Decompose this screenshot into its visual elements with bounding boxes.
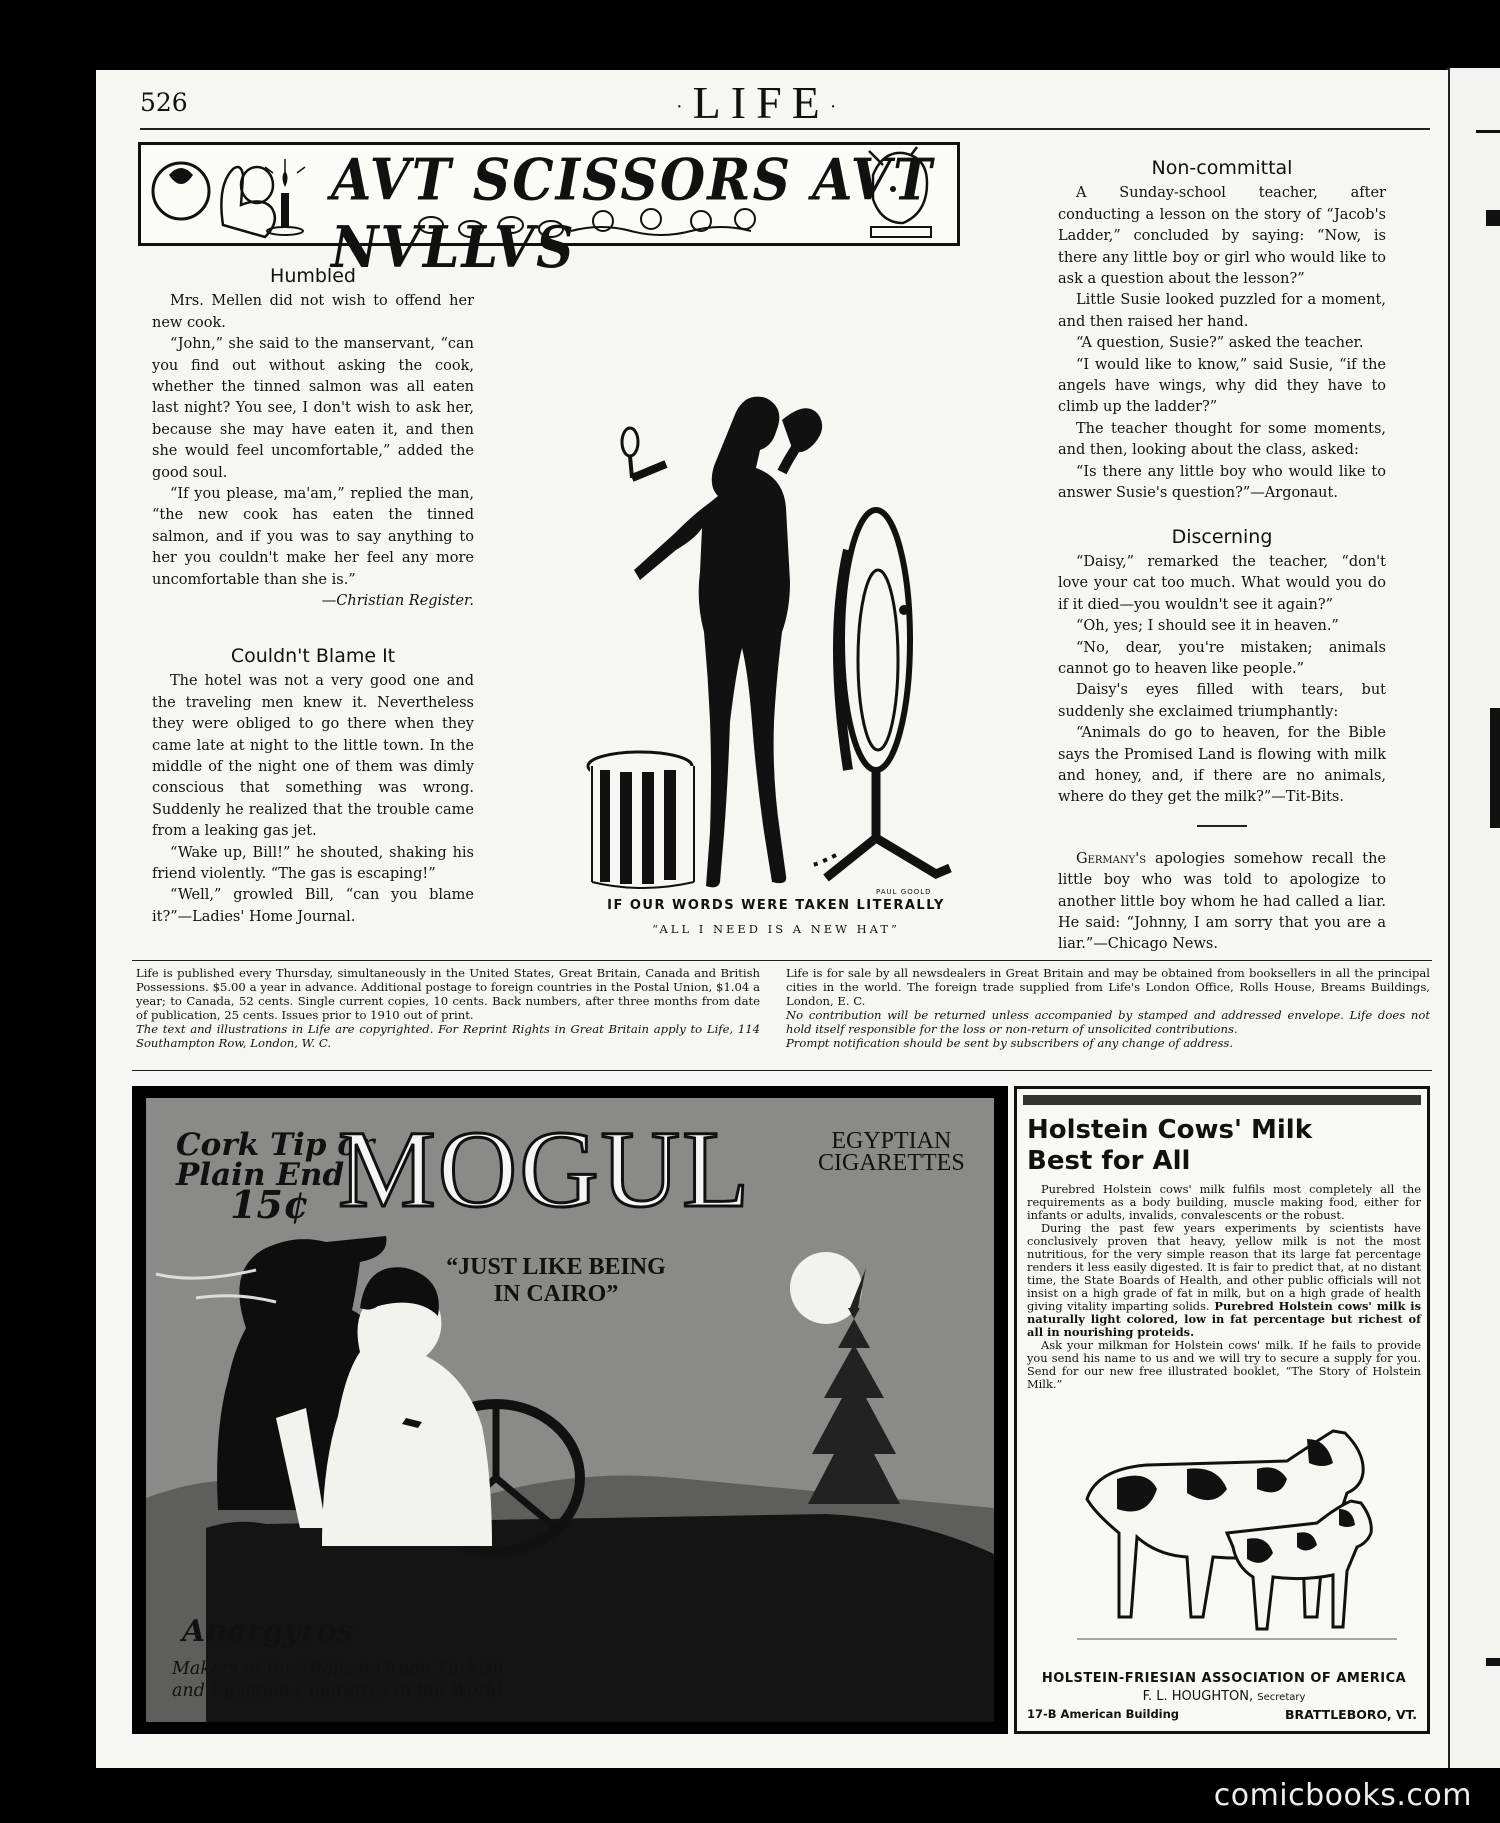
notice-rule-top — [132, 960, 1432, 961]
humbled-article — [152, 256, 474, 613]
figure-subcaption: “ALL I NEED IS A NEW HAT” — [652, 922, 900, 936]
mogul-egyptian-cigarettes: EGYPTIAN CIGARETTES — [818, 1128, 965, 1176]
holstein-ad-body: Purebred Holstein cows' milk fulfils most completely all the requirements as a body building, muscle making food, either for infants or adults, invalids, convalescents or the robust. During the past few years experiments by scientists have conclusively proven that heavy, yellow milk is not the most nutritious, for the very simple reason that its large fat percentage renders it less easily digested. It is fair to predict that, at no distant time, the State Boards of Health, and other public officials will not insist on a high grade of fat in milk, but on a high grade of health giving vitality imparting solids. Purebred Holstein cows' milk is naturally light colored, low in fat percentage but richest of all in nourishing proteids. Ask your milkman for Holstein cows' milk. If he fails to provide you send his name to us and we will try to secure a supply for you. Send for our new free illustrated booklet, “The Story of Holstein Milk.” — [1027, 1182, 1421, 1391]
magazine-page — [96, 70, 1448, 1768]
blame-paragraph: “Well,” growled Bill, “can you blame it?”—Ladies' Home Journal. — [152, 887, 474, 925]
noncommittal-paragraph: A Sunday-school teacher, after conducting a lesson on the story of “Jacob's Ladder,” concluded by saying: “Now, is there any little boy or girl who would like to ask a question about the lesson?” — [1058, 185, 1386, 288]
noncommittal-paragraph: “I would like to know,” said Susie, “if the angels have wings, why did they have to climb up the ladder?” — [1058, 356, 1386, 416]
blame-title: Couldn't Blame It — [230, 645, 396, 667]
discerning-paragraph: “No, dear, you're mistaken; animals cannot go to heaven like people.” — [1058, 639, 1386, 677]
discerning-title: Discerning — [1171, 525, 1273, 548]
mogul-cigarettes-ad — [132, 1086, 1008, 1734]
discerning-paragraph: “Daisy,” remarked the teacher, “don't love your cat too much. What would you do if it died—you wouldn't see it again?” — [1058, 553, 1386, 613]
figure-caption: IF OUR WORDS WERE TAKEN LITERALLY — [607, 898, 945, 913]
adjacent-page-edge — [1446, 68, 1500, 1768]
holstein-address-building: 17-B American Building — [1027, 1707, 1180, 1721]
noncommittal-title: Non-committal — [1151, 157, 1293, 179]
section-divider — [1197, 825, 1247, 827]
noncommittal-paragraph: “A question, Susie?” asked the teacher. — [1076, 335, 1364, 352]
page-number: 526 — [140, 88, 188, 117]
holstein-address-city: BRATTLEBORO, VT. — [1285, 1707, 1417, 1722]
mogul-slogan: “JUST LIKE BEING IN CAIRO” — [446, 1254, 666, 1307]
publication-notice: Life is published every Thursday, simultaneously in the United States, Great Britain, Canada and British Possessions. $5.00 a year in advance. Additional postage to foreign countries in the Postal Union, $1.04 a year; to Canada, 52 cents. Single current copies, 10 cents. Back numbers, after three months from date of publication, 25 cents. Issues prior to 1910 out of print. The text and illustrations in Life are copyrighted. For Reprint Rights in Great Britain apply to Life, 114 Southampton Row, London, W. C. — [136, 966, 760, 1050]
noncommittal-article — [1058, 148, 1386, 956]
humbled-paragraph: Mrs. Mellen did not wish to offend her new cook. — [152, 293, 474, 331]
noncommittal-paragraph: Little Susie looked puzzled for a moment, and then raised her hand. — [1058, 292, 1386, 330]
mogul-cork-tip: Cork Tip or Plain End 15¢ — [176, 1127, 375, 1227]
mogul-brand-name: MOGUL — [338, 1108, 752, 1230]
notice-rule-bottom — [132, 1070, 1432, 1071]
discerning-paragraph: Daisy's eyes filled with tears, but suddenly she exclaimed triumphantly: — [1058, 682, 1386, 720]
discerning-paragraph: “Oh, yes; I should see it in heaven.” — [1076, 618, 1339, 635]
holstein-milk-ad — [1014, 1086, 1430, 1734]
banner-motto: AVT SCISSORS AVT NVLLVS — [331, 146, 934, 282]
noncommittal-paragraph: The teacher thought for some moments, and then, looking about the class, asked: — [1058, 420, 1386, 459]
mogul-maker-signature: Anargyros — [182, 1614, 354, 1649]
holstein-ad-topbar — [1023, 1095, 1421, 1105]
holstein-association: HOLSTEIN-FRIESIAN ASSOCIATION OF AMERICA — [1041, 1671, 1407, 1686]
holstein-ad-title: Holstein Cows' Milk Best for All — [1027, 1115, 1312, 1176]
holstein-cows-illustration — [1077, 1429, 1397, 1649]
sale-notice: Life is for sale by all newsdealers in Great Britain and may be obtained from booksellers in all the principal cities in the world. The foreign trade supplied from Life's London Office, Rolls House, Breams Buildings, London, E. C. No contribution will be returned unless accompanied by stamped and addressed envelope. Life does not hold itself responsible for the loss or non-return of unsolicited contributions. Prompt notification should be sent by subscribers of any change of address. — [786, 966, 1430, 1050]
silhouette-illustration — [586, 360, 966, 930]
blame-article — [152, 636, 474, 928]
mogul-ad-panel — [146, 1098, 994, 1722]
humbled-paragraph: “John,” she said to the manservant, “can you find out without asking the cook, whether the tinned salmon was all eaten last night? You see, I don't wish to ask her, because she may have eaten it, and then she would feel uncomfortable,” added the good soul. — [152, 336, 474, 481]
holstein-secretary: F. L. HOUGHTON, Secretary — [1142, 1689, 1306, 1704]
noncommittal-paragraph: “Is there any little boy who would like to answer Susie's question?”—Argonaut. — [1058, 463, 1386, 502]
artist-signature: PAUL GOOLD — [876, 888, 932, 896]
humbled-source: —Christian Register. — [321, 593, 474, 610]
site-watermark: comicbooks.com — [1213, 1778, 1472, 1813]
blame-paragraph: “Wake up, Bill!” he shouted, shaking his friend violently. “The gas is escaping!” — [152, 844, 474, 883]
germany-paragraph: Germany's apologies somehow recall the little boy who was told to apologize to another little boy whom he had called a liar. He said: “Johnny, I am sorry that you are a liar.”—Chicago News. — [1058, 850, 1386, 953]
header-rule — [140, 128, 1430, 130]
humbled-title: Humbled — [270, 265, 356, 287]
woman-mirror-silhouette — [586, 360, 966, 930]
discerning-paragraph: “Animals do go to heaven, for the Bible says the Promised Land is flowing with milk and honey, and, if there are no animals, where do they get the milk?”—Tit-Bits. — [1058, 725, 1386, 806]
masthead: ·LIFE· — [676, 77, 847, 128]
mogul-tagline: Makers of the Highest Grade Turkish and Egyptian Cigarettes in the World — [172, 1659, 504, 1701]
humbled-paragraph: “If you please, ma'am,” replied the man, “the new cook has eaten the tinned salmon, and if you was to say anything to her you couldn't make her feel any more uncomfortable than she is.” — [152, 486, 474, 588]
blame-paragraph: The hotel was not a very good one and the traveling men knew it. Nevertheless they were obliged to go there when they came late at night to the little town. In the middle of the night one of them was dimly conscious that something was wrong. Suddenly he realized that the trouble came from a leaking gas jet. — [152, 673, 474, 840]
